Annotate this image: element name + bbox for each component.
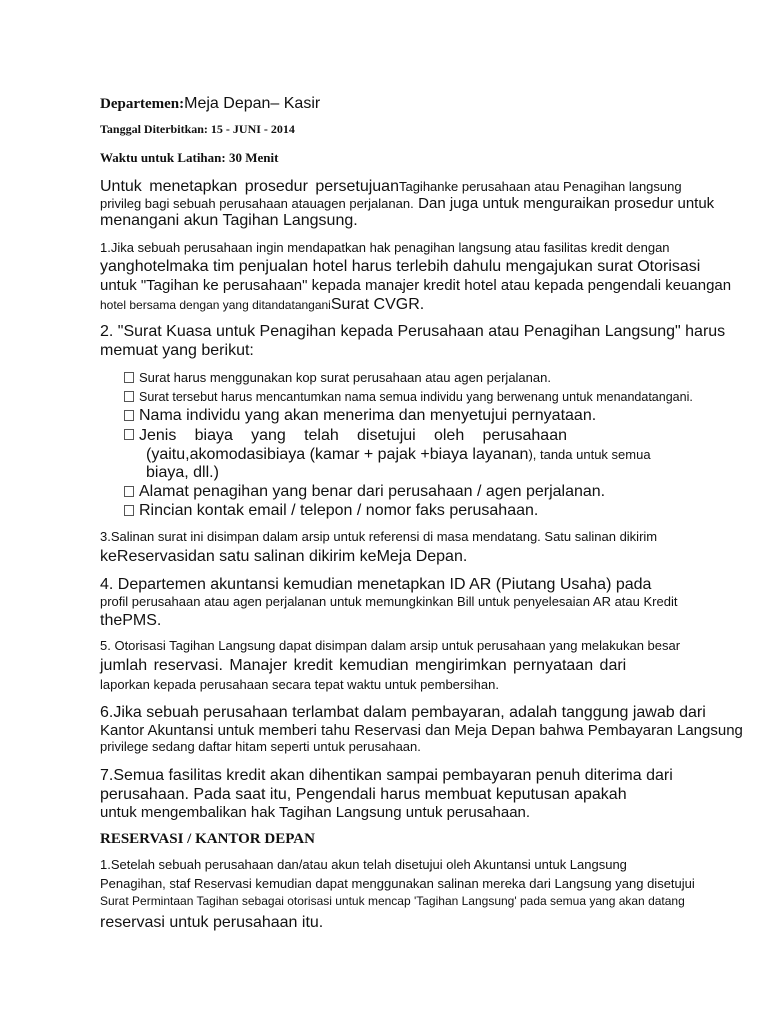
p3-line-1: 3.Salinan surat ini disimpan dalam arsip untuk referensi di masa mendatang. Satu salinan dikirim (100, 529, 658, 544)
p2-line-2: memuat yang berikut: (100, 342, 254, 359)
checkbox-glyph-icon (124, 372, 134, 383)
bullet-item: Rincian kontak email / telepon / nomor faks perusahaan. (124, 502, 538, 520)
intro-text: Dan juga untuk menguraikan prosedur untuk (418, 195, 715, 212)
p3-line-2: keReservasidan satu salinan dikirim keMeja Depan. (100, 548, 468, 565)
checkbox-glyph-icon (124, 410, 134, 421)
p6-line-1: 6.Jika sebuah perusahaan terlambat dalam pembayaran, adalah tanggung jawab dari (100, 704, 706, 721)
bullet-word: yang (251, 427, 286, 444)
p4-line-2: profil perusahaan atau agen perjalanan untuk memungkinkan Bill untuk penyelesaian AR atau Kredit (100, 594, 678, 609)
p6-line-3: privilege sedang daftar hitam seperti untuk perusahaan. (100, 739, 421, 754)
bullet-item: Surat harus menggunakan kop surat perusahaan atau agen perjalanan. (124, 371, 551, 386)
checkbox-glyph-icon (124, 429, 134, 440)
p2-line-1: 2. "Surat Kuasa untuk Penagihan kepada Perusahaan atau Penagihan Langsung" harus (100, 323, 726, 340)
intro-text-small: Tagihanke perusahaan atau Penagihan langsung (398, 179, 682, 194)
bullet-text-small: ), tanda untuk semua (528, 447, 651, 462)
issued-date: Tanggal Diterbitkan: 15 - JUNI - 2014 (100, 122, 295, 136)
department-label: Departemen: (100, 96, 185, 112)
intro-text: Untuk menetapkan prosedur persetujuan (100, 178, 399, 195)
p5-line-3: laporkan kepada perusahaan secara tepat waktu untuk pembersihan. (100, 677, 499, 692)
checkbox-glyph-icon (124, 391, 134, 402)
bullet-word: biaya (194, 427, 233, 444)
bullet-continuation: biaya, dll.) (146, 464, 219, 481)
bullet-word: Jenis (139, 427, 177, 444)
bullet-justified-text (139, 427, 567, 445)
p7-line-2: perusahaan. Pada saat itu, Pengendali harus membuat keputusan apakah (100, 786, 627, 803)
p1-line-2: yanghotelmaka tim penjualan hotel harus terlebih dahulu mengajukan surat Otorisasi (100, 258, 701, 275)
bullet-continuation (146, 446, 651, 464)
p5-line-2: jumlah reservasi. Manajer kredit kemudian mengirimkan pernyataan dari (100, 657, 627, 674)
intro-line-3: menangani akun Tagihan Langsung. (100, 212, 358, 229)
p7-line-3: untuk mengembalikan hak Tagihan Langsung untuk perusahaan. (100, 804, 531, 821)
p1-line-3: untuk "Tagihan ke perusahaan" kepada manajer kredit hotel atau kepada pengendali keuangan (100, 277, 732, 294)
bullet-word: oleh (433, 427, 465, 444)
bullet-word: disetujui (357, 427, 416, 444)
section-heading: RESERVASI / KANTOR DEPAN (100, 831, 315, 847)
p4-line-1: 4. Departemen akuntansi kemudian menetapkan ID AR (Piutang Usaha) pada (100, 576, 652, 593)
department-value: Meja Depan– Kasir (184, 95, 321, 112)
intro-line-1 (100, 178, 722, 196)
p1-line-4 (100, 296, 424, 314)
training-time: Waktu untuk Latihan: 30 Menit (100, 150, 279, 165)
p1-text-small: hotel bersama dengan yang ditandatangani (100, 298, 331, 312)
p1-text: Surat CVGR. (330, 296, 425, 313)
department-line (100, 95, 320, 113)
bullet-word: perusahaan (482, 427, 567, 444)
intro-line-2 (100, 195, 714, 213)
bullet-item: Alamat penagihan yang benar dari perusahaan / agen perjalanan. (124, 483, 605, 501)
p1-line-1: 1.Jika sebuah perusahaan ingin mendapatkan hak penagihan langsung atau fasilitas kredit dengan (100, 240, 670, 255)
s2-line-2: Penagihan, staf Reservasi kemudian dapat menggunakan salinan mereka dari Langsung yang disetujui (100, 876, 695, 891)
s2-line-1: 1.Setelah sebuah perusahaan dan/atau akun telah disetujui oleh Akuntansi untuk Langsung (100, 857, 627, 872)
bullet-item: Nama individu yang akan menerima dan menyetujui pernyataan. (124, 407, 596, 425)
p7-line-1: 7.Semua fasilitas kredit akan dihentikan sampai pembayaran penuh diterima dari (100, 767, 673, 784)
bullet-item: Surat tersebut harus mencantumkan nama semua individu yang berwenang untuk menandatangani. (124, 390, 693, 404)
s2-line-3: Surat Permintaan Tagihan sebagai otorisasi untuk mencap 'Tagihan Langsung' pada semua yang akan datang (100, 895, 685, 908)
p5-line-1: 5. Otorisasi Tagihan Langsung dapat disimpan dalam arsip untuk perusahaan yang melakukan besar (100, 638, 681, 653)
p4-line-3: thePMS. (100, 612, 162, 629)
bullet-text: (yaitu,akomodasibiaya (kamar + pajak +biaya layanan (146, 446, 529, 463)
bullet-item (124, 427, 567, 445)
checkbox-glyph-icon (124, 505, 134, 516)
s2-line-4: reservasi untuk perusahaan itu. (100, 914, 324, 931)
bullet-word: telah (304, 427, 339, 444)
p6-line-2: Kantor Akuntansi untuk memberi tahu Reservasi dan Meja Depan bahwa Pembayaran Langsung (100, 722, 743, 739)
checkbox-glyph-icon (124, 486, 134, 497)
intro-text-small: privileg bagi sebuah perusahaan atauagen perjalanan. (100, 196, 414, 211)
